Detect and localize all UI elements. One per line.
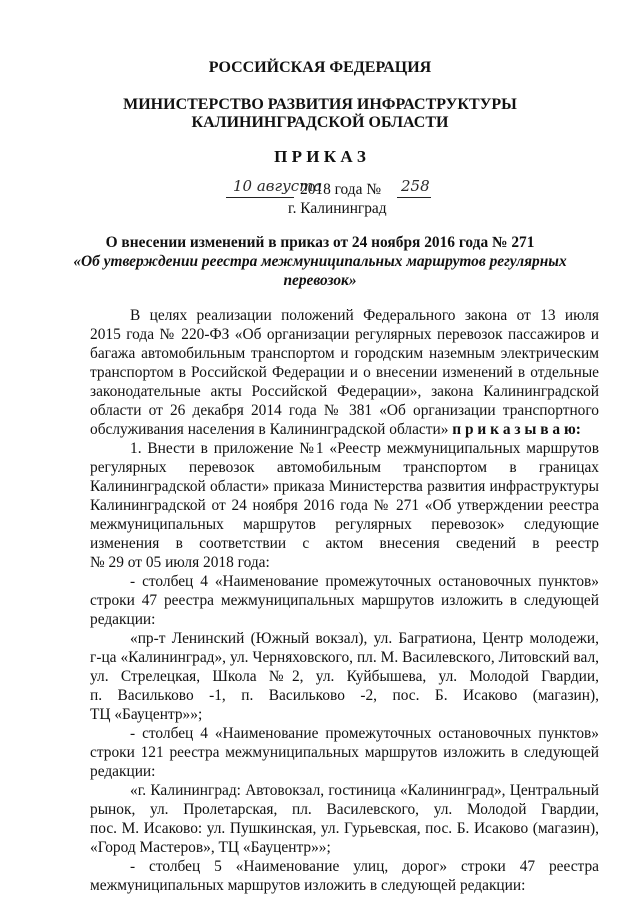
number-underline — [397, 197, 431, 198]
body-line: - столбец 5 «Наименование улиц, дорог» строки 47 реестра — [130, 858, 599, 875]
body-line: регулярных перевозок автомобильным транспортом в границах — [90, 459, 599, 476]
body-line: «Город Мастеров», ТЦ «Бауцентр»»; — [90, 839, 331, 856]
body-line — [90, 420, 581, 440]
body-line: г-ца «Калининград», ул. Черняховского, пл. М. Василевского, Литовский вал, — [90, 649, 599, 666]
body-line: 2015 года № 220-ФЗ «Об организации регулярных перевозок пассажиров и — [90, 326, 599, 343]
handwritten-date: 10 августа — [233, 177, 323, 195]
body-line: строки 47 реестра межмуниципальных маршрутов изложить в следующей — [90, 592, 599, 609]
body-line: редакции: — [90, 763, 156, 780]
body-line: - столбец 4 «Наименование промежуточных остановочных пунктов» — [130, 573, 599, 590]
body-line: «г. Калининград: Автовокзал, гостиница «Калининград», Центральный — [130, 782, 599, 799]
body-line: пос. М. Исаково: ул. Пушкинская, ул. Гурьевская, пос. Б. Исаково (магазин), — [90, 820, 599, 837]
body-line: ул. Стрелецкая, Школа №2, ул. Куйбышева, ул. Молодой Гвардии, — [90, 668, 599, 685]
body-line: Калининградской от 24 ноября 2016 года № 271 «Об утверждении реестра — [90, 497, 599, 514]
country-heading: РОССИЙСКАЯ ФЕДЕРАЦИЯ — [208, 59, 432, 76]
body-line: рынок, ул. Пролетарская, пл. Василевского, ул. Молодой Гвардии, — [90, 801, 599, 818]
city-label: г. Калининград — [288, 200, 387, 217]
body-line: ТЦ «Бауцентр»»; — [90, 706, 203, 723]
body-line: В целях реализации положений Федерального закона от 13 июля — [130, 307, 599, 324]
handwritten-order-number: 258 — [401, 177, 430, 195]
body-line: области от 26 декабря 2014 года № 381 «Об организации транспортного — [90, 402, 599, 419]
body-line: - столбец 4 «Наименование промежуточных остановочных пунктов» — [130, 725, 599, 742]
year-number-label: 2018 года № — [300, 181, 382, 198]
body-line: 1. Внести в приложение №1 «Реестр межмуниципальных маршрутов — [130, 440, 599, 457]
body-line: законодательные акты Российской Федерации», закона Калининградской — [90, 383, 599, 400]
document-type-heading: П Р И К А З — [274, 147, 366, 166]
ministry-heading-line1: МИНИСТЕРСТВО РАЗВИТИЯ ИНФРАСТРУКТУРЫ — [123, 96, 517, 113]
body-line: изменения в соответствии с актом внесения сведений в реестр — [90, 535, 599, 552]
body-line: межмуниципальных маршрутов регулярных перевозок» следующие — [90, 516, 599, 533]
body-line: багажа автомобильным транспортом и городским наземным электрическим — [90, 345, 599, 362]
body-line: редакции: — [90, 611, 156, 628]
subject-line-3: перевозок» — [283, 272, 357, 289]
body-line: «пр-т Ленинский (Южный вокзал), ул. Багратиона, Центр молодежи, — [130, 630, 599, 647]
body-line: Калининградской области» приказа Министерства развития инфраструктуры — [90, 478, 599, 495]
body-line: транспортом в Российской Федерации и о внесении изменений в отдельные — [90, 364, 599, 381]
body-line: п. Васильково -1, п. Васильково -2, пос. Б. Исаково (магазин), — [90, 687, 599, 704]
subject-line-1: О внесении изменений в приказ от 24 ноября 2016 года № 271 — [105, 234, 535, 251]
body-line: № 29 от 05 июля 2018 года: — [90, 554, 270, 571]
body-text: обслуживания населения в Калининградской области» — [90, 421, 449, 438]
ministry-heading-line2: КАЛИНИНГРАДСКОЙ ОБЛАСТИ — [191, 114, 449, 131]
date-underline — [226, 197, 294, 198]
subject-line-2: «Об утверждении реестра межмуниципальных маршрутов регулярных — [73, 253, 567, 270]
order-keyword: п р и к а з ы в а ю: — [452, 421, 581, 438]
body-line: межмуниципальных маршрутов изложить в следующей редакции: — [90, 877, 526, 894]
body-line: строки 121 реестра межмуниципальных маршрутов изложить в следующей — [90, 744, 599, 761]
